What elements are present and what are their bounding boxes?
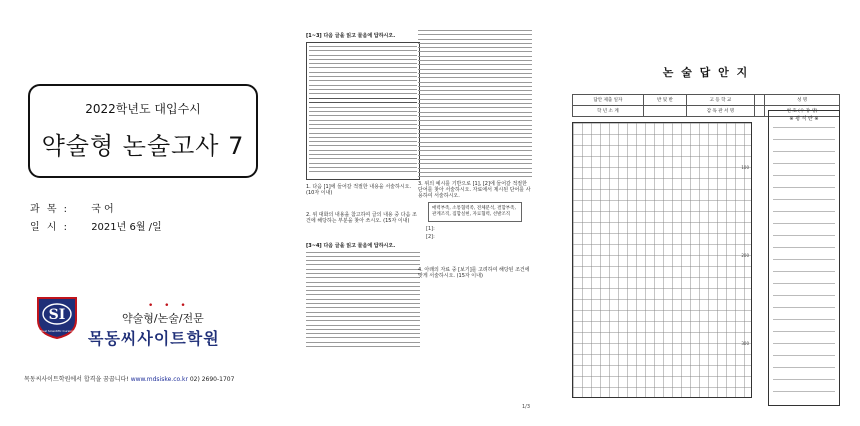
subject-row [30,200,114,215]
hdr-proctor: 감 독 관 서 명 [687,106,755,117]
brand-dots: • • • [148,301,190,311]
passage-continued [418,30,532,177]
hdr-number: 번 호 (수 강 생) [765,106,840,117]
answer-sheet-page [560,14,852,416]
page-number: 1/3 [521,404,530,410]
footer-phone: 02) 2690-1707 [189,376,235,383]
hdr-name: 성 명 [765,95,840,106]
subject-value: 국 어 [91,204,114,215]
notes-label: ※ 평 식 란 ※ [789,116,819,122]
grid-mark-100: 100 [741,165,749,170]
logo-caption: Dual Scientific Cursing [40,329,74,333]
logo-text: SI [48,307,66,323]
hdr-school: 고 등 학 교 [687,95,755,106]
answer-writing-grid[interactable] [572,122,752,398]
question-1: 1. 다음 [1]에 들어갈 적절한 내용을 서술하시오. (10자 이내) [306,183,412,196]
cover-page [14,8,266,420]
question-page [292,8,542,420]
blank-2: [2]: [426,234,435,241]
subject-key: 과 목 : [30,204,70,215]
brand-tagline-text: 약술형/논술/전문 [122,312,204,325]
blank-1: [1]: [426,226,435,233]
hdr-blank[interactable] [754,95,764,106]
question-2: 2. 위 대화의 내용을 참고하여 글의 내용 중 다음 조건에 해당하는 부분을 찾아 쓰시오. (15자 이내) [306,211,417,224]
blank-answers [426,225,532,241]
question-4: 4. 아래의 자료 중 [보기]를 고려하여 해당된 조건에 맞게 서술하시오. (15자 이내) [418,267,530,280]
question-left-column [306,30,420,350]
hdr-exam-date: 답안 제출 일자 [573,95,644,106]
brand-tagline [122,301,204,326]
exam-title: 약술형 논술고사 7 [41,132,245,160]
hdr-grade: 학 년 소 계 [573,106,644,117]
date-key: 일 시 : [30,222,70,233]
exam-subtitle: 2022학년도 대입수시 [85,102,201,116]
footer-url[interactable]: www.mdsiske.co.kr [130,376,188,383]
brand-name: 목동씨사이트학원 [88,329,220,348]
footer-text: 목동씨사이트학원에서 합격을 꿈꿉니다! [24,376,129,383]
options-box: 매력부족, 소통협력족, 전체분석, 결합부족, 관계조직, 집합실현, 자료협력, 선발조직 [428,202,522,222]
q3-heading: [3~4] 다음 글을 읽고 물음에 답하시오. [306,242,396,249]
answer-sheet-title: 논 술 답 안 지 [662,66,750,79]
q1-heading: [1~3] 다음 글을 읽고 물음에 답하시오. [306,33,396,39]
hdr-class: 반 및 반 [643,95,687,106]
date-row [30,218,162,233]
grid-mark-200: 200 [741,253,749,258]
academy-logo-icon [34,294,80,340]
footer-contact [24,374,234,383]
passage-2 [306,252,420,348]
question-right-column [418,30,532,281]
grading-notes-box [768,110,840,406]
date-value: 2021년 6월 /일 [91,222,162,233]
title-box [28,84,258,178]
hdr-proctor-input[interactable] [754,106,764,117]
passage-box [306,42,420,180]
question-3: 3. 위의 예시를 기반으로 [1], [2]에 들어갈 적절한 단어를 찾아 서술하시오. 자료에서 제시된 단어를 사용하여 서술하시오. [418,181,531,200]
grid-mark-300: 300 [741,341,749,346]
hdr-grade-input[interactable] [643,106,687,117]
